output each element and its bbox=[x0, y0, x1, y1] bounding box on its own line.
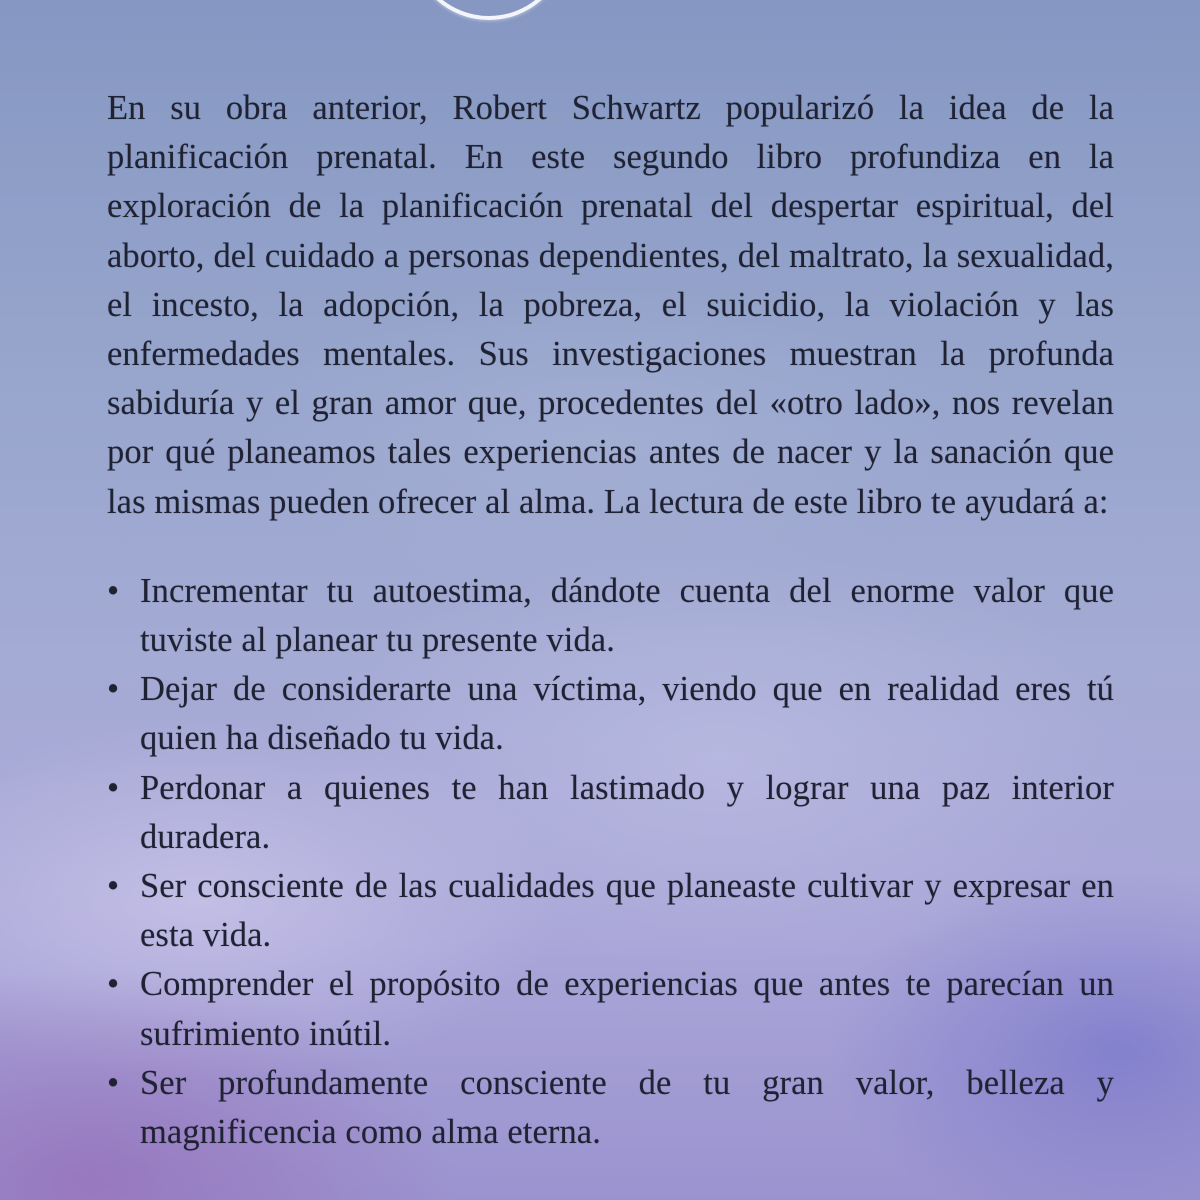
list-item bbox=[107, 665, 1114, 763]
intro-paragraph: En su obra anterior, Robert Schwartz popularizó la idea de la planificación prenatal. En este segundo libro profundiza en la exploración de la planificación prenatal del despertar espiritual, del aborto, del cuidado a personas dependientes, del maltrato, la sexualidad, el incesto, la adopción, la pobreza, el suicidio, la violación y las enfermedades mentales. Sus investigaciones muestran la profunda sabiduría y el gran amor que, procedentes del «otro lado», nos revelan por qué planeamos tales experiencias antes de nacer y la sanación que las mismas pueden ofrecer al alma. La lectura de este libro te ayudará a: bbox=[107, 89, 1114, 521]
benefits-list bbox=[107, 567, 1114, 1157]
benefit-text: Ser profundamente consciente de tu gran valor, belleza y magnificencia como alma eterna. bbox=[140, 1063, 1114, 1152]
bullet-icon: • bbox=[107, 768, 120, 807]
decorative-ring-icon bbox=[410, 0, 568, 20]
list-item bbox=[107, 960, 1114, 1058]
bullet-icon: • bbox=[107, 965, 120, 1004]
benefit-text: Ser consciente de las cualidades que planeaste cultivar y expresar en esta vida. bbox=[140, 867, 1114, 955]
benefit-text: Perdonar a quienes te han lastimado y lograr una paz interior duradera. bbox=[140, 768, 1114, 856]
bullet-icon: • bbox=[107, 1063, 120, 1102]
list-item bbox=[107, 1059, 1114, 1157]
list-item bbox=[107, 862, 1114, 960]
benefit-text: Comprender el propósito de experiencias que antes te parecían un sufrimiento inútil. bbox=[140, 965, 1114, 1053]
bullet-icon: • bbox=[107, 670, 120, 709]
list-item bbox=[107, 764, 1114, 862]
list-item bbox=[107, 567, 1114, 665]
bullet-icon: • bbox=[107, 571, 120, 610]
benefit-text: Incrementar tu autoestima, dándote cuenta del enorme valor que tuviste al planear tu presente vida. bbox=[140, 571, 1114, 660]
benefit-text: Dejar de considerarte una víctima, viendo que en realidad eres tú quien ha diseñado tu vida. bbox=[140, 670, 1114, 758]
bullet-icon: • bbox=[107, 867, 120, 906]
back-cover-text bbox=[107, 84, 1114, 1157]
